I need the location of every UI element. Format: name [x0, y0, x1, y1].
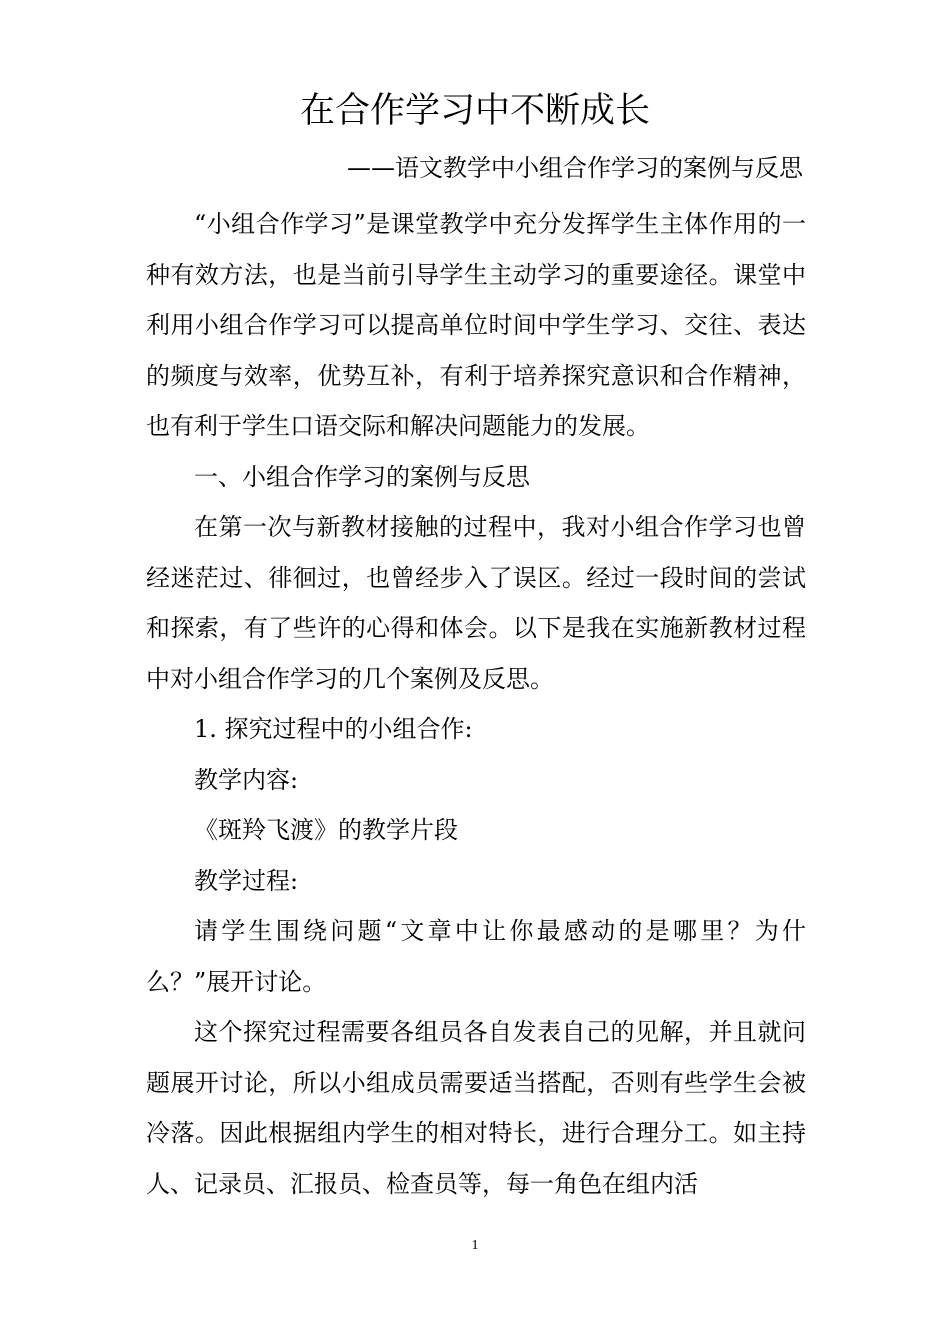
document-subtitle: ——语文教学中小组合作学习的案例与反思 [347, 154, 803, 182]
paragraph-discussion-prompt: 请学生围绕问题“文章中让你最感动的是哪里？为什么？”展开讨论。 [146, 917, 806, 996]
section-heading: 一、小组合作学习的案例与反思 [194, 462, 530, 491]
teaching-content-value: 《斑羚飞渡》的教学片段 [194, 816, 458, 844]
teaching-process-label: 教学过程: [194, 866, 299, 895]
document-body [146, 199, 806, 1209]
teaching-content-label: 教学内容: [194, 765, 299, 794]
paragraph-grouping: 这个探究过程需要各组员各自发表自己的见解，并且就问题展开讨论，所以小组成员需要适当搭配，否则有些学生会被冷落。因此根据组内学生的相对特长，进行合理分工。如主持人、记录员、汇报员、检查员等，每一角色在组内活 [146, 1018, 806, 1198]
paragraph-experience: 在第一次与新教材接触的过程中，我对小组合作学习也曾经迷茫过、徘徊过，也曾经步入了误区。经过一段时间的尝试和探索，有了些许的心得和体会。以下是我在实施新教材过程中对小组合作学习的几个案例及反思。 [146, 513, 806, 693]
case-heading: 1. 探究过程中的小组合作: [194, 715, 473, 743]
page-number: 1 [471, 1238, 479, 1253]
paragraph-intro: “小组合作学习”是课堂教学中充分发挥学生主体作用的一种有效方法，也是当前引导学生主动学习的重要途径。课堂中利用小组合作学习可以提高单位时间中学生学习、交往、表达的频度与效率，优势互补，有利于培养探究意识和合作精神，也有利于学生口语交际和解决问题能力的发展。 [146, 210, 806, 440]
document-title: 在合作学习中不断成长 [299, 91, 650, 131]
